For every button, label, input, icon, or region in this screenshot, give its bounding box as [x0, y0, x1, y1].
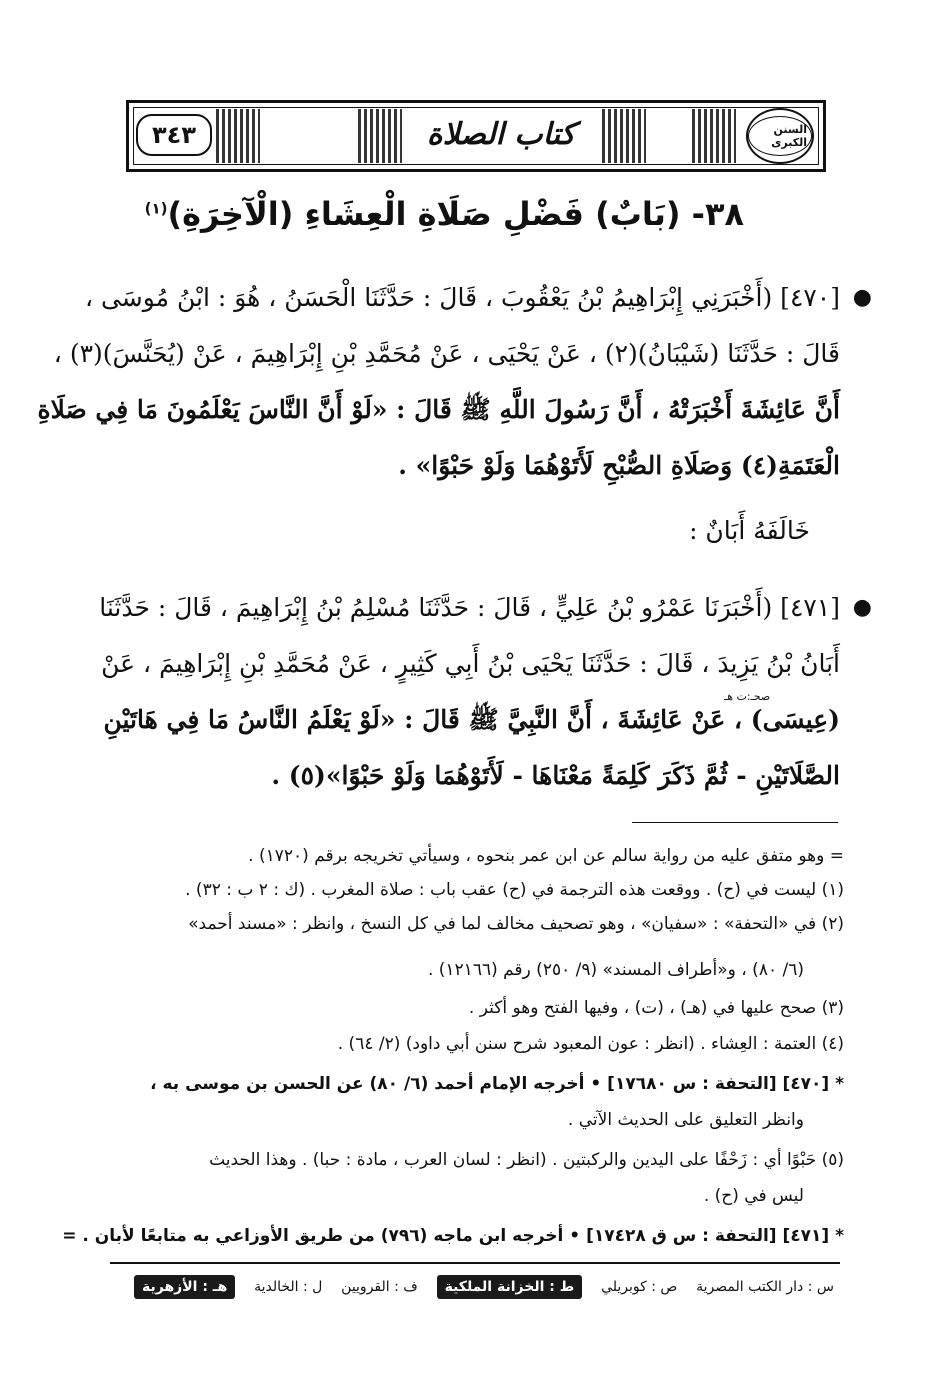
- manuscript-key: [134, 1272, 834, 1302]
- footnote-line: (٦/ ٨٠) ، و«أطراف المسند» (٩/ ٢٥٠) رقم (١٢١٦٦) .: [427, 960, 804, 980]
- hadith-line: أَبَانُ بْنُ يَزِيدَ ، قَالَ : حَدَّثَنَا يَحْيَى بْنُ أَبِي كَثِيرٍ ، عَنْ مُحَمَّدِ بْنِ إِبْرَاهِيمَ ، عَنْ: [101, 649, 840, 678]
- bottom-rule: [110, 1262, 840, 1264]
- footnote-line: وانظر التعليق على الحديث الآتي .: [567, 1110, 804, 1130]
- bullet-icon: ●: [852, 595, 872, 620]
- seal-text: السنن الكبرى: [748, 116, 812, 156]
- page-header: [126, 100, 826, 172]
- library-label: ل : الخالدية: [254, 1279, 323, 1295]
- library-label-highlight: ط : الخزانة الملكية: [437, 1275, 583, 1299]
- chapter-title: [144, 195, 744, 233]
- book-title: كتاب الصلاة: [426, 116, 576, 152]
- footnote-line: (٣) صحح عليها في (هـ) ، (ت) ، وفيها الفتح وهو أكثر .: [468, 998, 844, 1018]
- library-label: س : دار الكتب المصرية: [696, 1279, 834, 1295]
- bullet-icon: ●: [852, 285, 872, 310]
- hadith-line: أَنَّ عَائِشَةَ أَخْبَرَتْهُ ، أَنَّ رَسُولَ اللَّهِ ﷺ قَالَ : «لَوْ أَنَّ النَّاسَ يَعْلَمُونَ مَا فِي صَلَاةِ: [37, 395, 840, 424]
- library-label-highlight: هـ : الأزهرية: [134, 1275, 235, 1299]
- takhrij-line: * [٤٧٠] [التحفة : س ١٧٦٨٠] • أخرجه الإمام أحمد (٦/ ٨٠) عن الحسن بن موسى به ،: [150, 1074, 844, 1094]
- chapter-title-text: ٣٨- (بَابٌ) فَضْلِ صَلَاةِ الْعِشَاءِ (الْآخِرَةِ): [167, 195, 744, 233]
- hadith-line: [٤٧٠] (أَخْبَرَنِي إِبْرَاهِيمُ بْنُ يَعْقُوبَ ، قَالَ : حَدَّثَنَا الْحَسَنُ ، هُوَ : ابْنُ مُوسَى ،: [84, 283, 840, 312]
- transition-note: خَالَفَهُ أَبَانٌ :: [689, 516, 810, 545]
- hadith-line: [٤٧١] (أَخْبَرَنَا عَمْرُو بْنُ عَلِيٍّ ، قَالَ : حَدَّثَنَا مُسْلِمُ بْنُ إِبْرَاهِيمَ ، قَالَ : حَدَّثَنَا: [99, 593, 840, 622]
- footnote-line: (٢) في «التحفة» : «سفيان» ، وهو تصحيف مخالف لما في كل النسخ ، وانظر : «مسند أحمد»: [188, 914, 844, 934]
- ornament-band: [358, 109, 402, 163]
- margin-note: صحـ:ت هـ: [724, 690, 771, 703]
- footnote-line: (٤) العتمة : العِشاء . (انظر : عون المعبود شرح سنن أبي داود) (٢/ ٦٤) .: [337, 1034, 844, 1054]
- hadith-470: [37, 270, 872, 494]
- footnote-line: = وهو متفق عليه من رواية سالم عن ابن عمر بنحوه ، وسيأتي تخريجه برقم (١٧٢٠) .: [248, 846, 844, 866]
- library-label: ف : القرويين: [341, 1279, 418, 1295]
- hadith-line: الصَّلَاتَيْنِ - ثُمَّ ذَكَرَ كَلِمَةً مَعْنَاهَا - لَأَتَوْهُمَا وَلَوْ حَبْوًا»(٥) .: [271, 761, 840, 790]
- footnote-line: (١) ليست في (ح) . ووقعت هذه الترجمة في (ح) عقب باب : صلاة المغرب . (ك : ٢ ب : ٣٢) .: [185, 880, 844, 900]
- publisher-seal-icon: [746, 108, 814, 164]
- ornament-band: [216, 109, 260, 163]
- chapter-footnote-ref: (١): [144, 199, 168, 218]
- ornament-band: [602, 109, 646, 163]
- library-label: ص : كوبريلي: [601, 1279, 678, 1295]
- footnote-line: ليس في (ح) .: [703, 1186, 804, 1206]
- page-number: ٣٤٣: [136, 114, 212, 156]
- hadith-line: (عِيسَى) ، عَنْ عَائِشَةَ ، أَنَّ النَّبِيَّ ﷺ قَالَ : «لَوْ يَعْلَمُ النَّاسُ مَا فِي هَاتَيْنِ: [103, 705, 840, 734]
- takhrij-line: * [٤٧١] [التحفة : س ق ١٧٤٢٨] • أخرجه ابن ماجه (٧٩٦) من طريق الأوزاعي به متابعًا لأبان . =: [62, 1226, 844, 1246]
- hadith-line: الْعَتَمَةِ(٤) وَصَلَاةِ الصُّبْحِ لَأَتَوْهُمَا وَلَوْ حَبْوًا» .: [398, 451, 840, 480]
- footnote-line: (٥) حَبْوًا أي : زَحْفًا على اليدين والركبتين . (انظر : لسان العرب ، مادة : حبا) . وهذا الحديث: [209, 1150, 844, 1170]
- ornament-band: [692, 109, 736, 163]
- footnote-divider: [632, 822, 838, 823]
- hadith-line: قَالَ : حَدَّثَنَا (شَيْبَانُ)(٢) ، عَنْ يَحْيَى ، عَنْ مُحَمَّدِ بْنِ إِبْرَاهِيمَ ، عَنْ (يُحَنَّسَ)(٣) ،: [53, 339, 840, 368]
